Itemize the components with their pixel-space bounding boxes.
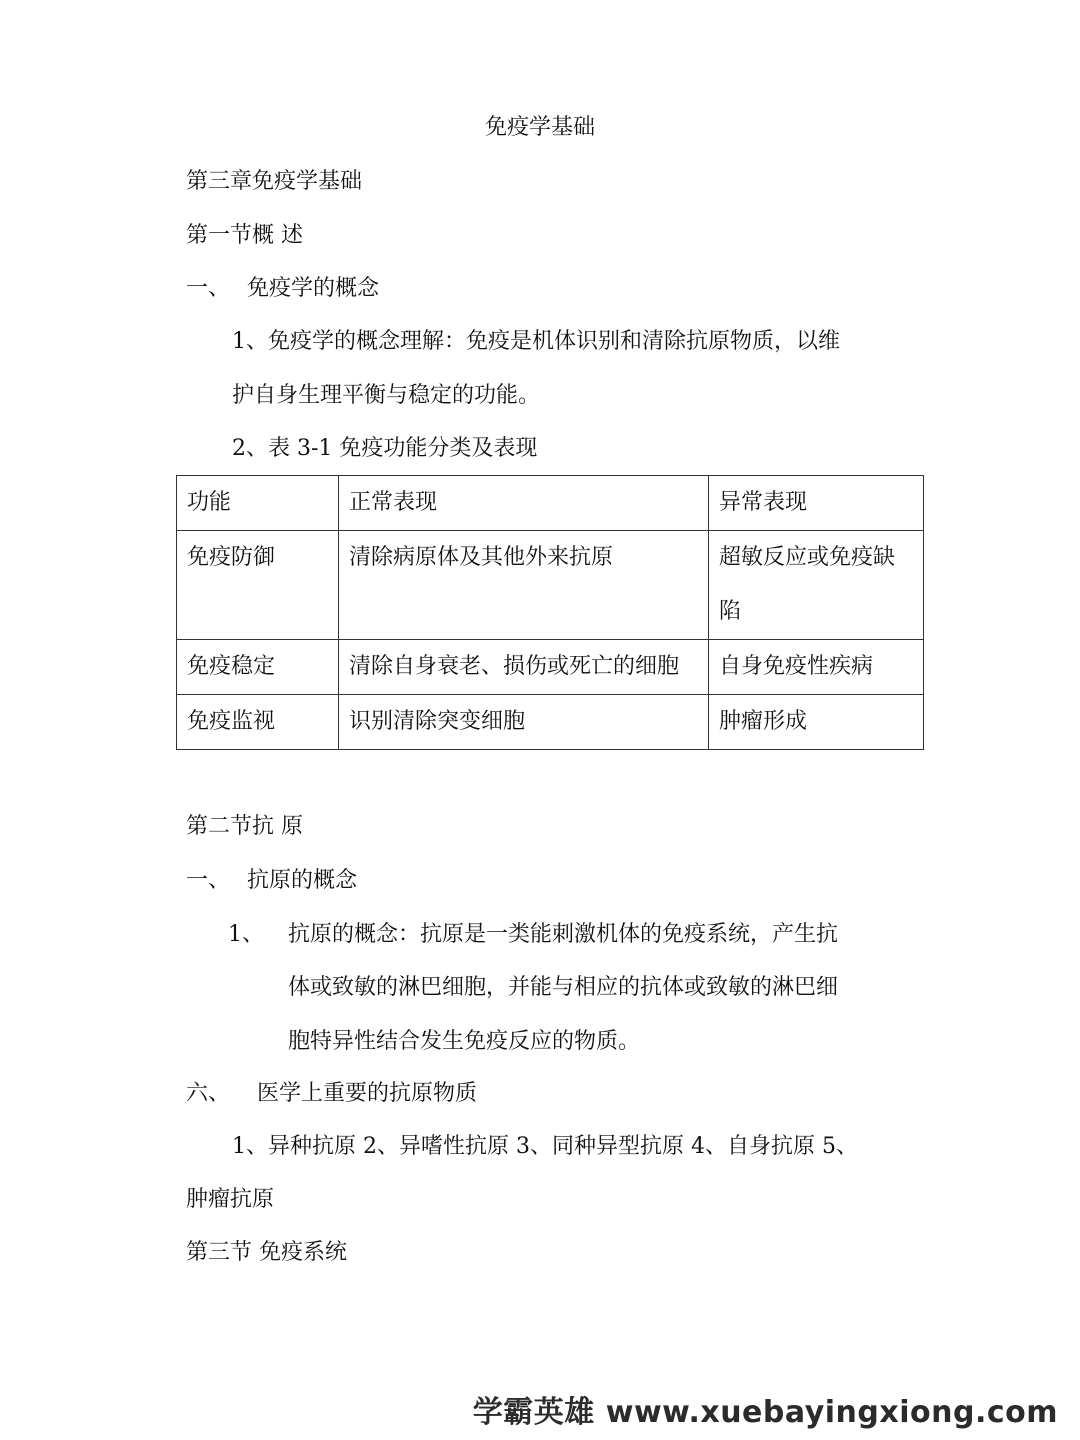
chapter-heading: 第三章免疫学基础 [186,169,363,194]
s2-subheading-6 [186,1079,586,1109]
immune-function-table [176,475,924,750]
s2-subheading-6-number: 六、 [186,1081,231,1106]
document-title: 免疫学基础 [484,115,595,140]
table-cell: 超敏反应或免疫缺陷 [709,531,924,640]
s2-subheading [186,866,586,896]
s2-subheading-text: 抗原的概念 [247,868,358,893]
section-2-heading: 第二节抗 原 [186,814,303,839]
s1-item-1-line-2: 护自身生理平衡与稳定的功能。 [232,383,541,408]
s2-antigen-list-line-2: 肿瘤抗原 [186,1187,275,1212]
table-cell: 清除病原体及其他外来抗原 [339,531,709,640]
s1-subheading-text: 免疫学的概念 [247,276,380,301]
s1-subheading [186,274,586,304]
section-3-heading: 第三节 免疫系统 [186,1240,347,1265]
s2-item-1-line-2: 体或致敏的淋巴细胞，并能与相应的抗体或致敏的淋巴细 [288,975,839,1000]
s1-subheading-number: 一、 [186,276,231,301]
s2-item-1-number: 1、 [228,922,264,947]
s2-subheading-number: 一、 [186,868,231,893]
table-cell: 清除自身衰老、损伤或死亡的细胞 [339,640,709,695]
table-row [177,640,924,695]
s1-item-2: 2、表 3-1 免疫功能分类及表现 [232,436,538,461]
s2-item-1-line-1: 抗原的概念：抗原是一类能刺激机体的免疫系统，产生抗 [288,922,839,947]
table-header-cell: 正常表现 [339,476,709,531]
table-cell: 免疫防御 [177,531,339,640]
section-1-heading: 第一节概 述 [186,223,303,248]
s2-antigen-list-line-1: 1、异种抗原 2、异嗜性抗原 3、同种异型抗原 4、自身抗原 5、 [232,1134,858,1159]
s2-subheading-6-text: 医学上重要的抗原物质 [257,1081,478,1106]
table-cell: 识别清除突变细胞 [339,695,709,750]
table-header-cell: 异常表现 [709,476,924,531]
table-header-cell: 功能 [177,476,339,531]
table-cell: 免疫稳定 [177,640,339,695]
s1-item-1-line-1: 1、免疫学的概念理解：免疫是机体识别和清除抗原物质，以维 [232,329,840,354]
table-cell: 免疫监视 [177,695,339,750]
table-header-row [177,476,924,531]
site-watermark: 学霸英雄 www.xuebayingxiong.com [472,1395,1058,1430]
table-row [177,695,924,750]
table-cell: 肿瘤形成 [709,695,924,750]
s2-item-1-line-3: 胞特异性结合发生免疫反应的物质。 [288,1029,641,1054]
table-row [177,531,924,640]
table-cell: 自身免疫性疾病 [709,640,924,695]
